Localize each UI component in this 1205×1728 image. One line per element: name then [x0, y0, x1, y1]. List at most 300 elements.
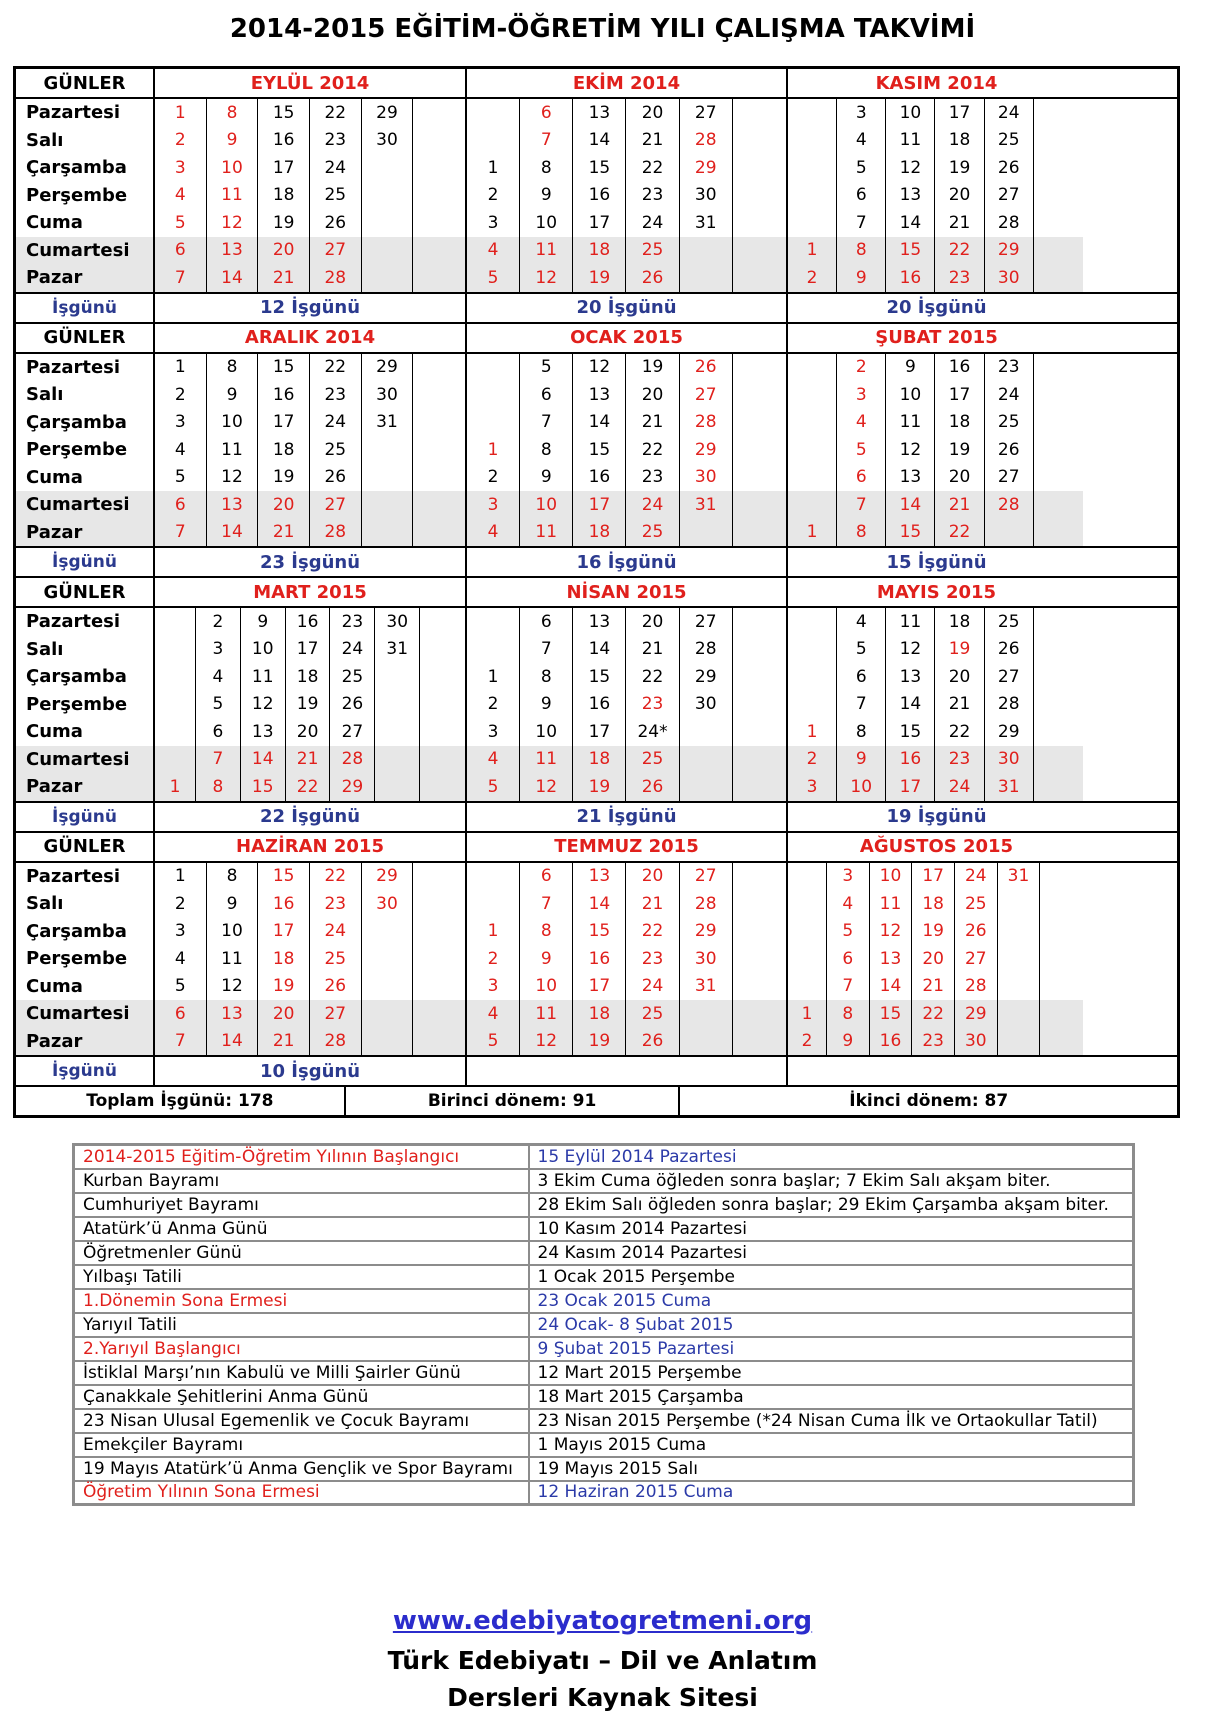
day-cell: 22	[310, 354, 362, 382]
day-cell: 28	[310, 519, 362, 547]
day-cell: 11	[207, 945, 259, 973]
day-cell	[733, 209, 786, 237]
day-cell	[733, 691, 786, 719]
day-cell: 28	[680, 127, 733, 155]
holiday-name: Öğretim Yılının Sona Ermesi	[74, 1481, 529, 1505]
day-cell	[362, 945, 414, 973]
day-cell: 14	[207, 519, 259, 547]
calendar-table	[13, 66, 1180, 1118]
day-cell: 26	[985, 636, 1034, 664]
day-cell: 10	[241, 636, 286, 664]
day-cell: 16	[573, 945, 626, 973]
day-cell: 25	[626, 746, 679, 774]
day-cell: 9	[520, 945, 573, 973]
day-cell: 29	[362, 354, 414, 382]
day-cell: 19	[573, 773, 626, 801]
day-cell	[467, 890, 520, 918]
day-cell: 12	[886, 636, 935, 664]
day-cell: 7	[827, 973, 870, 1001]
day-cell	[420, 663, 465, 691]
holiday-row	[74, 1481, 1134, 1505]
holiday-row	[74, 1289, 1134, 1313]
day-cell: 12	[520, 773, 573, 801]
day-cell: 26	[310, 209, 362, 237]
day-cell	[413, 99, 465, 127]
day-cell: 23	[912, 1028, 955, 1056]
day-cell	[362, 436, 414, 464]
day-cell: 1	[155, 863, 207, 891]
day-cell: 21	[626, 127, 679, 155]
day-cell: 3	[827, 863, 870, 891]
day-cell	[733, 99, 786, 127]
day-cell: 16	[573, 691, 626, 719]
day-cell: 17	[573, 718, 626, 746]
day-cell: 24	[310, 409, 362, 437]
day-cell: 19	[258, 973, 310, 1001]
day-cell: 28	[680, 890, 733, 918]
day-cell: 4	[837, 409, 886, 437]
day-cell	[467, 608, 520, 636]
holiday-name: Kurban Bayramı	[74, 1169, 529, 1193]
month-title: KASIM 2014	[875, 72, 998, 94]
day-cell: 13	[207, 237, 259, 265]
workday-label: İşgünü	[16, 548, 155, 576]
day-cell: 12	[207, 464, 259, 492]
day-cell: 6	[837, 182, 886, 210]
day-cell: 20	[258, 491, 310, 519]
day-cell: 25	[310, 436, 362, 464]
day-cell: 5	[467, 773, 520, 801]
month-title: ŞUBAT 2015	[875, 327, 998, 348]
day-cell: 22	[310, 863, 362, 891]
day-cell	[413, 436, 465, 464]
day-cell	[375, 691, 420, 719]
day-cell	[998, 1000, 1041, 1028]
holiday-name: Atatürk’ü Anma Günü	[74, 1217, 529, 1241]
day-cell: 21	[258, 519, 310, 547]
day-cell: 13	[573, 863, 626, 891]
day-cell: 20	[935, 182, 984, 210]
day-cell: 17	[258, 918, 310, 946]
day-cell	[413, 182, 465, 210]
day-name: Pazar	[16, 773, 153, 801]
day-cell	[155, 718, 196, 746]
day-cell: 29	[680, 663, 733, 691]
day-cell: 23	[310, 127, 362, 155]
day-cell	[420, 636, 465, 664]
day-cell: 8	[207, 354, 259, 382]
day-cell: 16	[258, 381, 310, 409]
footer-line-2: Dersleri Kaynak Sitesi	[447, 1683, 758, 1712]
day-cell: 17	[912, 863, 955, 891]
day-cell: 5	[520, 354, 573, 382]
workday-label: İşgünü	[16, 803, 155, 831]
day-cell	[1034, 182, 1083, 210]
day-cell: 17	[935, 381, 984, 409]
day-cell: 10	[837, 773, 886, 801]
day-cell: 30	[955, 1028, 998, 1056]
day-cell: 4	[155, 182, 207, 210]
day-cell: 30	[680, 464, 733, 492]
holiday-date: 3 Ekim Cuma öğleden sonra başlar; 7 Ekim Salı akşam biter.	[529, 1169, 1134, 1193]
holiday-name: Cumhuriyet Bayramı	[74, 1193, 529, 1217]
month-grid	[788, 608, 1085, 801]
day-cell: 26	[955, 918, 998, 946]
day-cell: 7	[520, 409, 573, 437]
month-workdays: 22 İşgünü	[155, 803, 467, 831]
day-cell	[1040, 1000, 1083, 1028]
day-cell	[362, 464, 414, 492]
day-cell: 3	[467, 718, 520, 746]
day-cell	[155, 746, 196, 774]
day-cell	[733, 863, 786, 891]
day-cell: 24	[626, 491, 679, 519]
holiday-row	[74, 1169, 1134, 1193]
day-name: Perşembe	[26, 184, 128, 206]
day-cell	[998, 1028, 1041, 1056]
day-cell: 5	[827, 918, 870, 946]
day-cell: 2	[788, 264, 837, 292]
day-cell	[155, 691, 196, 719]
day-cell	[1040, 945, 1083, 973]
day-cell: 26	[985, 154, 1034, 182]
day-cell: 3	[155, 154, 207, 182]
day-cell: 9	[886, 354, 935, 382]
day-cell	[1034, 264, 1083, 292]
day-cell: 8	[520, 663, 573, 691]
days-header: GÜNLER	[16, 324, 155, 352]
day-cell	[998, 973, 1041, 1001]
day-cell: 21	[626, 890, 679, 918]
day-cell: 25	[330, 663, 375, 691]
day-cell: 26	[626, 773, 679, 801]
holiday-row	[74, 1337, 1134, 1361]
month-grid	[467, 863, 788, 1056]
day-cell	[1034, 663, 1083, 691]
day-cell: 27	[955, 945, 998, 973]
day-cell: 3	[467, 491, 520, 519]
day-cell	[788, 945, 827, 973]
day-cell: 31	[680, 209, 733, 237]
day-cell: 13	[870, 945, 913, 973]
day-cell	[413, 890, 465, 918]
day-cell	[680, 1000, 733, 1028]
day-cell	[413, 354, 465, 382]
day-name: Pazartesi	[26, 611, 121, 633]
day-cell: 3	[155, 409, 207, 437]
day-cell: 25	[310, 945, 362, 973]
page-title: 2014-2015 EĞİTİM-ÖĞRETİM YILI ÇALIŞMA TAKVİMİ	[229, 14, 976, 44]
day-cell	[680, 264, 733, 292]
day-cell: 20	[626, 608, 679, 636]
month-workdays: 15 İşgünü	[886, 551, 987, 573]
day-cell	[1034, 464, 1083, 492]
day-cell: 4	[467, 519, 520, 547]
day-cell: 10	[870, 863, 913, 891]
day-cell: 28	[985, 209, 1034, 237]
day-cell	[788, 491, 837, 519]
day-cell	[788, 918, 827, 946]
day-cell: 15	[870, 1000, 913, 1028]
day-cell	[155, 608, 196, 636]
day-cell	[420, 746, 465, 774]
day-cell	[1040, 973, 1083, 1001]
day-cell: 10	[520, 718, 573, 746]
day-cell: 10	[886, 99, 935, 127]
day-cell: 22	[626, 663, 679, 691]
day-cell	[998, 890, 1041, 918]
day-cell: 12	[573, 354, 626, 382]
day-cell: 5	[837, 636, 886, 664]
day-cell	[362, 918, 414, 946]
day-cell: 23	[626, 464, 679, 492]
month-workdays	[788, 1057, 1085, 1085]
day-cell: 23	[935, 746, 984, 774]
day-cell: 12	[886, 436, 935, 464]
day-cell: 23	[626, 182, 679, 210]
day-cell: 16	[573, 464, 626, 492]
day-cell: 24	[330, 636, 375, 664]
day-cell: 7	[520, 636, 573, 664]
day-name: Cumartesi	[16, 1000, 153, 1028]
day-cell: 4	[827, 890, 870, 918]
day-cell: 8	[837, 519, 886, 547]
day-cell: 15	[886, 519, 935, 547]
day-cell: 19	[935, 154, 984, 182]
day-cell	[413, 1000, 465, 1028]
day-cell: 18	[573, 746, 626, 774]
day-cell: 24	[626, 209, 679, 237]
holiday-date: 23 Nisan 2015 Perşembe (*24 Nisan Cuma İlk ve Ortaokullar Tatil)	[529, 1409, 1134, 1433]
day-cell	[733, 890, 786, 918]
day-cell: 14	[870, 973, 913, 1001]
day-cell: 23	[985, 354, 1034, 382]
day-cell	[420, 773, 465, 801]
day-cell	[362, 1000, 414, 1028]
holiday-date: 15 Eylül 2014 Pazartesi	[529, 1145, 1134, 1169]
day-cell	[420, 608, 465, 636]
day-cell	[467, 863, 520, 891]
day-cell: 11	[520, 746, 573, 774]
site-link[interactable]: www.edebiyatogretmeni.org	[392, 1606, 813, 1636]
month-title: TEMMUZ 2015	[467, 833, 788, 861]
day-cell	[733, 464, 786, 492]
day-cell: 5	[155, 973, 207, 1001]
day-cell	[1034, 519, 1083, 547]
day-cell	[733, 663, 786, 691]
day-cell: 13	[207, 491, 259, 519]
day-cell	[733, 973, 786, 1001]
day-cell	[1034, 491, 1083, 519]
day-cell: 20	[626, 863, 679, 891]
day-cell: 1	[788, 1000, 827, 1028]
day-cell: 9	[207, 381, 259, 409]
day-cell: 12	[520, 264, 573, 292]
day-cell: 8	[837, 718, 886, 746]
day-cell: 14	[573, 127, 626, 155]
day-name: Çarşamba	[26, 157, 127, 179]
day-cell: 27	[310, 1000, 362, 1028]
day-cell: 15	[573, 663, 626, 691]
day-cell: 15	[241, 773, 286, 801]
day-name: Çarşamba	[26, 411, 127, 433]
day-cell	[362, 182, 414, 210]
workday-label: İşgünü	[16, 294, 155, 322]
day-cell	[788, 182, 837, 210]
day-cell: 16	[258, 127, 310, 155]
day-cell: 16	[886, 264, 935, 292]
day-cell: 18	[912, 890, 955, 918]
day-name: Perşembe	[26, 439, 128, 461]
day-cell: 29	[985, 237, 1034, 265]
day-cell: 25	[310, 182, 362, 210]
day-cell: 11	[520, 1000, 573, 1028]
day-cell: 12	[241, 691, 286, 719]
month-workdays: 20 İşgünü	[467, 294, 788, 322]
month-title: HAZİRAN 2015	[155, 833, 467, 861]
month-grid	[467, 99, 788, 292]
day-cell: 9	[241, 608, 286, 636]
day-cell: 19	[573, 1028, 626, 1056]
day-cell: 11	[520, 519, 573, 547]
day-name: Perşembe	[26, 948, 128, 970]
day-cell: 19	[258, 209, 310, 237]
day-cell	[733, 354, 786, 382]
day-cell: 9	[520, 182, 573, 210]
day-cell	[998, 918, 1041, 946]
day-cell: 24	[626, 973, 679, 1001]
footer-line-1: Türk Edebiyatı – Dil ve Anlatım	[387, 1646, 818, 1675]
day-cell: 2	[467, 945, 520, 973]
day-cell: 7	[520, 127, 573, 155]
day-cell: 9	[207, 890, 259, 918]
day-cell: 21	[258, 264, 310, 292]
day-cell: 15	[573, 154, 626, 182]
day-cell: 27	[310, 237, 362, 265]
month-grid	[788, 99, 1085, 292]
day-cell: 28	[310, 1028, 362, 1056]
day-cell	[733, 127, 786, 155]
day-cell	[413, 519, 465, 547]
day-cell: 21	[935, 691, 984, 719]
day-cell	[788, 209, 837, 237]
holiday-name: 2.Yarıyıl Başlangıcı	[74, 1337, 529, 1361]
month-workdays	[467, 1057, 788, 1085]
day-cell: 27	[680, 608, 733, 636]
day-cell: 11	[207, 182, 259, 210]
day-cell: 27	[680, 381, 733, 409]
day-cell: 19	[626, 354, 679, 382]
holiday-date: 24 Kasım 2014 Pazartesi	[529, 1241, 1134, 1265]
day-cell	[788, 381, 837, 409]
day-cell: 21	[935, 209, 984, 237]
day-cell	[733, 1000, 786, 1028]
day-cell	[788, 691, 837, 719]
month-grid	[788, 354, 1085, 547]
day-cell	[788, 99, 837, 127]
day-cell	[362, 154, 414, 182]
day-cell: 22	[935, 237, 984, 265]
day-cell: 6	[155, 237, 207, 265]
day-cell	[1034, 209, 1083, 237]
day-cell: 28	[680, 409, 733, 437]
day-name: Pazar	[16, 264, 153, 292]
day-cell: 23	[626, 945, 679, 973]
day-cell: 17	[286, 636, 331, 664]
day-cell	[420, 691, 465, 719]
workday-label: İşgünü	[16, 1057, 155, 1085]
day-cell: 23	[626, 691, 679, 719]
day-name: Çarşamba	[26, 666, 127, 688]
day-cell: 4	[196, 663, 241, 691]
day-cell: 8	[837, 237, 886, 265]
day-cell: 18	[258, 945, 310, 973]
day-cell: 9	[520, 691, 573, 719]
day-name: Cuma	[26, 721, 83, 743]
day-cell: 21	[258, 1028, 310, 1056]
day-cell	[413, 381, 465, 409]
day-cell: 18	[573, 519, 626, 547]
day-cell	[375, 773, 420, 801]
holiday-row	[74, 1217, 1134, 1241]
day-cell: 3	[467, 209, 520, 237]
day-cell: 8	[520, 918, 573, 946]
day-cell: 19	[935, 636, 984, 664]
day-name: Cuma	[26, 466, 83, 488]
month-workdays: 20 İşgünü	[886, 297, 987, 318]
day-cell: 4	[467, 746, 520, 774]
day-cell: 18	[573, 1000, 626, 1028]
day-cell: 25	[626, 519, 679, 547]
day-cell: 22	[935, 718, 984, 746]
day-cell	[680, 773, 733, 801]
day-cell: 29	[362, 99, 414, 127]
day-cell: 17	[258, 154, 310, 182]
day-cell: 3	[196, 636, 241, 664]
day-name: Cumartesi	[16, 491, 153, 519]
day-cell: 26	[310, 973, 362, 1001]
month-workdays: 16 İşgünü	[467, 548, 788, 576]
day-cell: 7	[837, 691, 886, 719]
day-cell	[1034, 99, 1083, 127]
day-cell: 6	[520, 99, 573, 127]
day-cell: 5	[155, 209, 207, 237]
day-name: Salı	[26, 384, 64, 406]
holiday-name: Emekçiler Bayramı	[74, 1433, 529, 1457]
day-cell: 1	[467, 918, 520, 946]
day-cell	[733, 519, 786, 547]
section-header	[16, 324, 1177, 354]
day-cell: 11	[241, 663, 286, 691]
day-cell: 5	[837, 436, 886, 464]
day-cell	[733, 436, 786, 464]
day-cell: 26	[626, 1028, 679, 1056]
day-cell: 24	[310, 154, 362, 182]
month-title: NİSAN 2015	[467, 578, 788, 606]
day-name: Cumartesi	[16, 237, 153, 265]
day-cell: 29	[955, 1000, 998, 1028]
day-cell: 3	[155, 918, 207, 946]
holiday-name: 19 Mayıs Atatürk’ü Anma Gençlik ve Spor Bayramı	[74, 1457, 529, 1481]
day-cell: 16	[886, 746, 935, 774]
day-cell: 6	[837, 464, 886, 492]
month-title: EYLÜL 2014	[155, 69, 467, 97]
day-cell: 21	[912, 973, 955, 1001]
day-cell: 27	[330, 718, 375, 746]
holiday-date: 24 Ocak- 8 Şubat 2015	[529, 1313, 1134, 1337]
day-cell	[788, 863, 827, 891]
day-cell: 15	[258, 99, 310, 127]
